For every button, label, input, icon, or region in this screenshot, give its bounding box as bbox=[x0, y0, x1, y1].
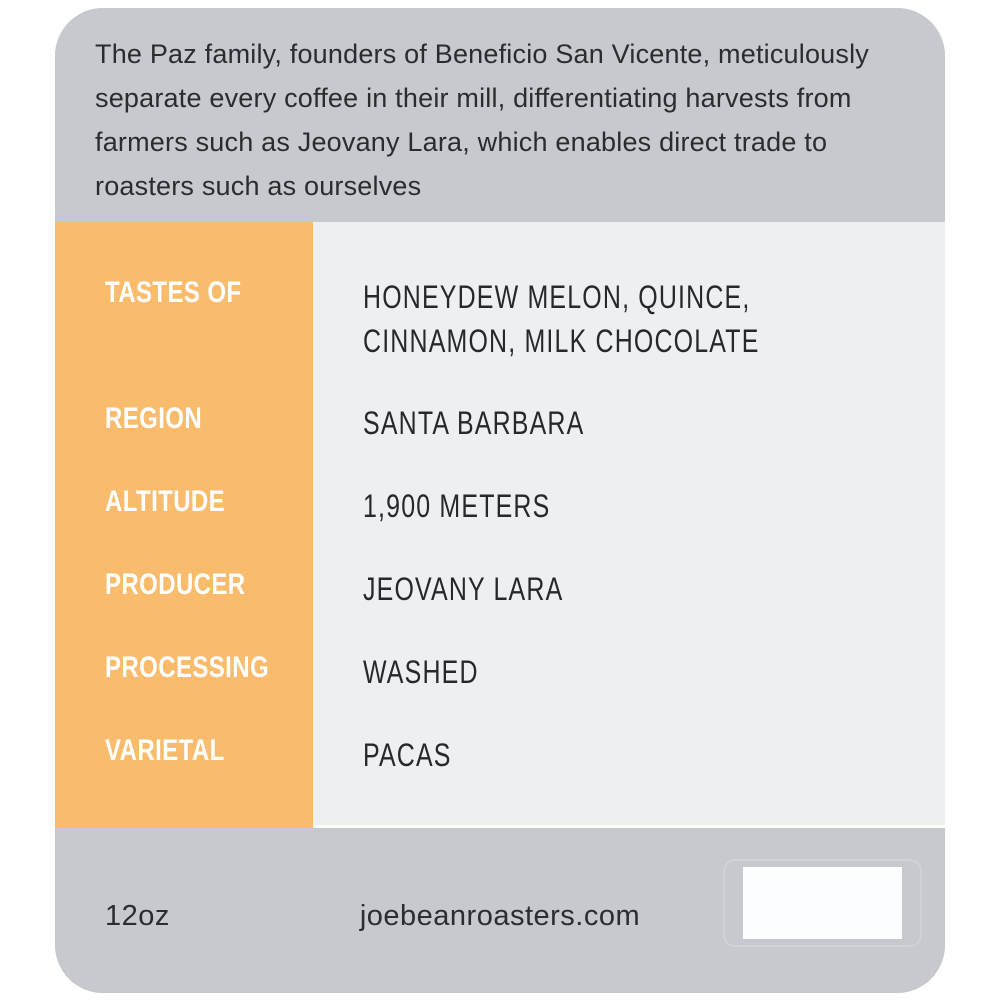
detail-value-line: CINNAMON, MILK CHOCOLATE bbox=[363, 323, 760, 359]
detail-value-text bbox=[363, 401, 584, 445]
detail-value-line: SANTA BARBARA bbox=[363, 405, 585, 441]
detail-row-altitude bbox=[55, 484, 945, 528]
detail-row-region bbox=[55, 401, 945, 445]
detail-value bbox=[316, 567, 945, 611]
detail-label bbox=[55, 401, 316, 437]
sticker-placeholder-outline bbox=[723, 859, 922, 947]
detail-value-line: PACAS bbox=[363, 737, 452, 773]
detail-value bbox=[316, 401, 945, 445]
detail-label bbox=[55, 733, 316, 769]
detail-label-text: TASTES OF bbox=[105, 276, 242, 309]
description-text: The Paz family, founders of Beneficio San Vicente, meticulously separate every coffee in their mill, differentiating harvests from farmers such as Jeovany Lara, which enables direct trade to roasters such as ourselves bbox=[95, 39, 869, 201]
detail-value-text bbox=[363, 733, 452, 777]
detail-label-text: REGION bbox=[105, 402, 203, 435]
detail-value bbox=[316, 275, 945, 363]
details-table bbox=[55, 222, 945, 828]
detail-row-processing bbox=[55, 650, 945, 694]
sticker-placeholder-box bbox=[743, 867, 902, 939]
detail-label bbox=[55, 275, 316, 311]
detail-label bbox=[55, 567, 316, 603]
detail-value-text bbox=[363, 650, 479, 694]
detail-value-text bbox=[363, 275, 760, 363]
website-url-text: joebeanroasters.com bbox=[359, 900, 641, 932]
detail-value bbox=[316, 733, 945, 777]
detail-value-line: JEOVANY LARA bbox=[363, 571, 564, 607]
detail-label-text: PRODUCER bbox=[105, 568, 246, 601]
detail-label-text: ALTITUDE bbox=[105, 485, 226, 518]
footer bbox=[55, 828, 945, 993]
detail-value-line: 1,900 METERS bbox=[363, 488, 551, 524]
detail-row-varietal bbox=[55, 733, 945, 777]
detail-label-text: PROCESSING bbox=[105, 651, 270, 684]
detail-value bbox=[316, 484, 945, 528]
detail-label bbox=[55, 484, 316, 520]
detail-row-tastes-of bbox=[55, 275, 945, 363]
bag-size-text: 12oz bbox=[105, 900, 170, 932]
detail-value bbox=[316, 650, 945, 694]
detail-row-producer bbox=[55, 567, 945, 611]
coffee-label-card bbox=[55, 8, 945, 993]
detail-value-line: WASHED bbox=[363, 654, 479, 690]
detail-label-text: VARIETAL bbox=[105, 734, 225, 767]
detail-value-line: HONEYDEW MELON, QUINCE, bbox=[363, 279, 751, 315]
detail-value-text bbox=[363, 567, 563, 611]
description-band bbox=[55, 8, 945, 222]
detail-value-text bbox=[363, 484, 550, 528]
detail-label bbox=[55, 650, 316, 686]
